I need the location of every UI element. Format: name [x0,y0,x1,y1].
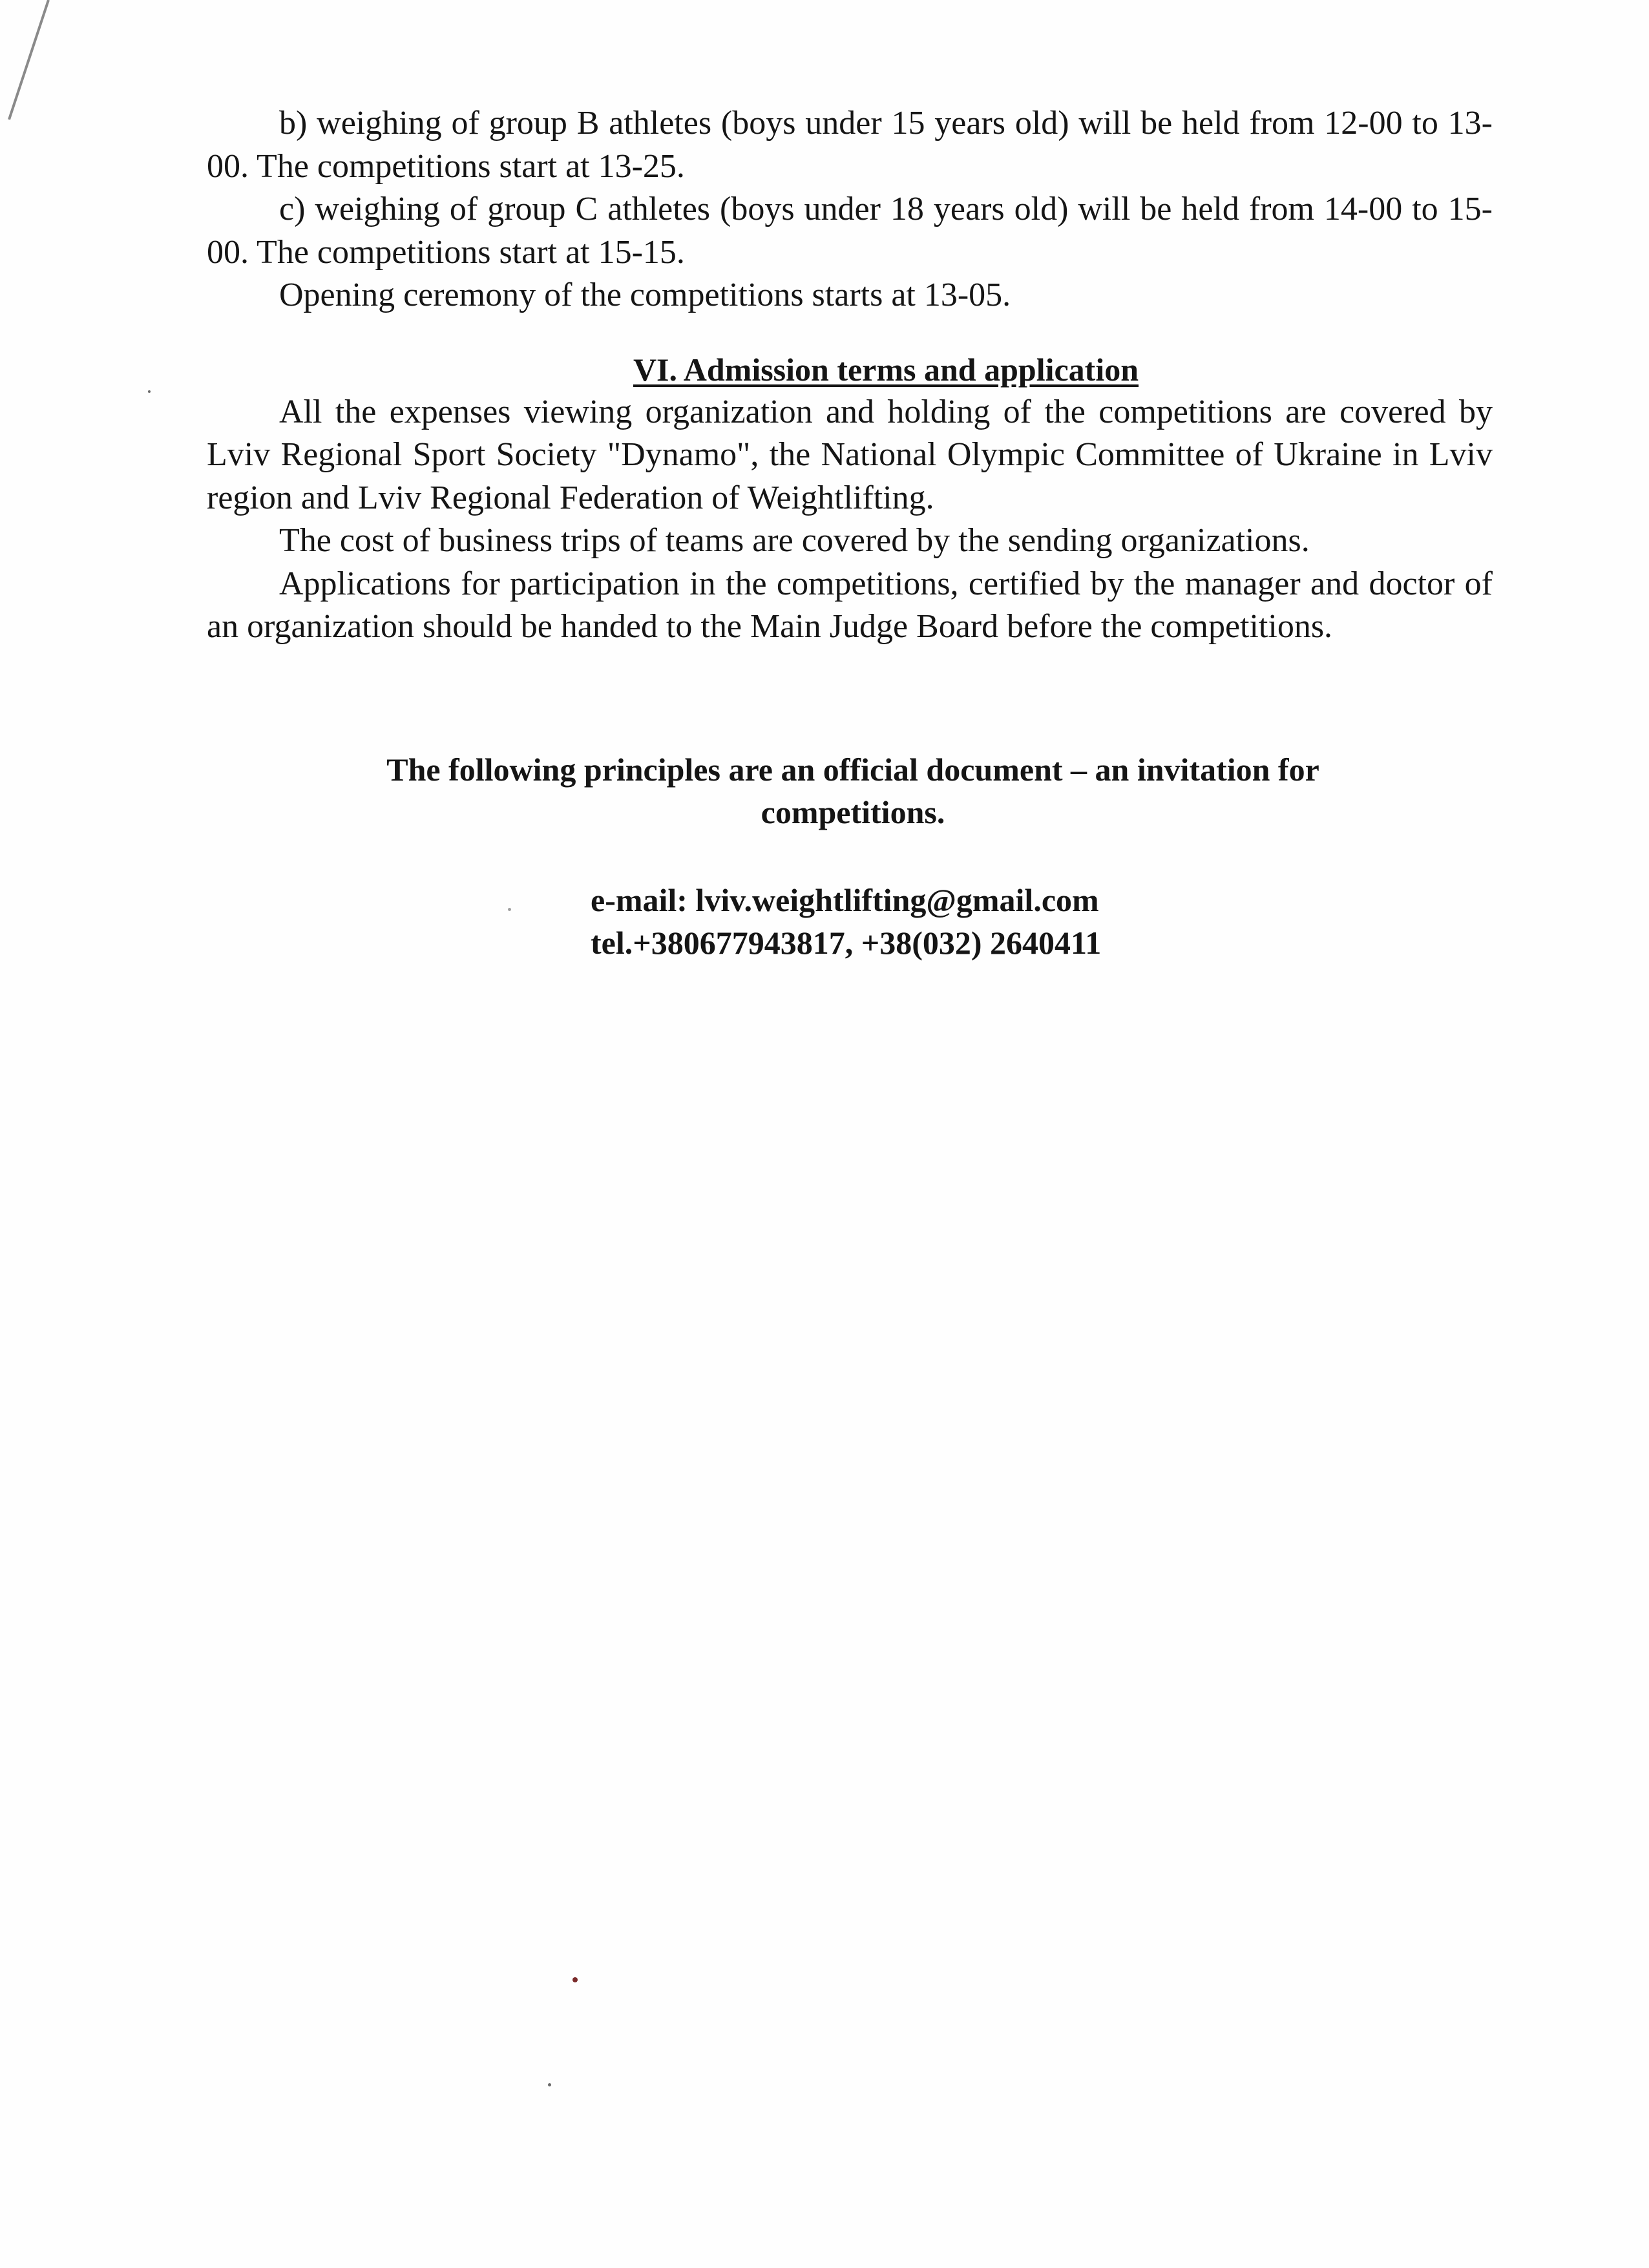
paragraph-business-trips: The cost of business trips of teams are covered by the sending organizations. [279,522,1310,559]
phone-line: tel.+380677943817, +38(032) 2640411 [591,925,1102,961]
paragraph-group-c: c) weighing of group C athletes (boys under 18 years old) will be held from 14-00 to 15-00. The competitions start at 15-15. [207,191,1493,271]
official-note [323,748,1383,834]
scan-speck [508,908,511,911]
scan-speck [148,390,151,393]
contact-block [591,879,1237,964]
email-line: e-mail: lviv.weightlifting@gmail.com [591,882,1099,918]
paragraph-group-b: b) weighing of group B athletes (boys under 15 years old) will be held from 12-00 to 13-00. The competitions start at 13-25. [207,105,1493,185]
official-note-line-2: competitions. [761,794,945,830]
spacer [207,317,1493,348]
official-note-line-1: The following principles are an official document – an invitation for [386,751,1319,788]
section-heading [207,348,1493,391]
scan-speck [572,1977,578,1982]
paragraph-opening-ceremony: Opening ceremony of the competitions starts at 13-05. [279,277,1011,313]
page-fold-mark [0,0,78,142]
scan-speck [548,2083,551,2086]
paragraph-applications: Applications for participation in the competitions, certified by the manager and doctor of an organization should be handed to the Main Judge Board before the competitions. [207,565,1493,645]
section-heading-text: VI. Admission terms and application [633,351,1139,388]
paragraph-expenses: All the expenses viewing organization and holding of the competitions are covered by Lviv Regional Sport Society "Dynamo", the National Olympic Committee of Ukraine in Lviv region and Lviv Regional Federation of Weightlifting. [207,393,1493,516]
document-body [207,102,1493,649]
